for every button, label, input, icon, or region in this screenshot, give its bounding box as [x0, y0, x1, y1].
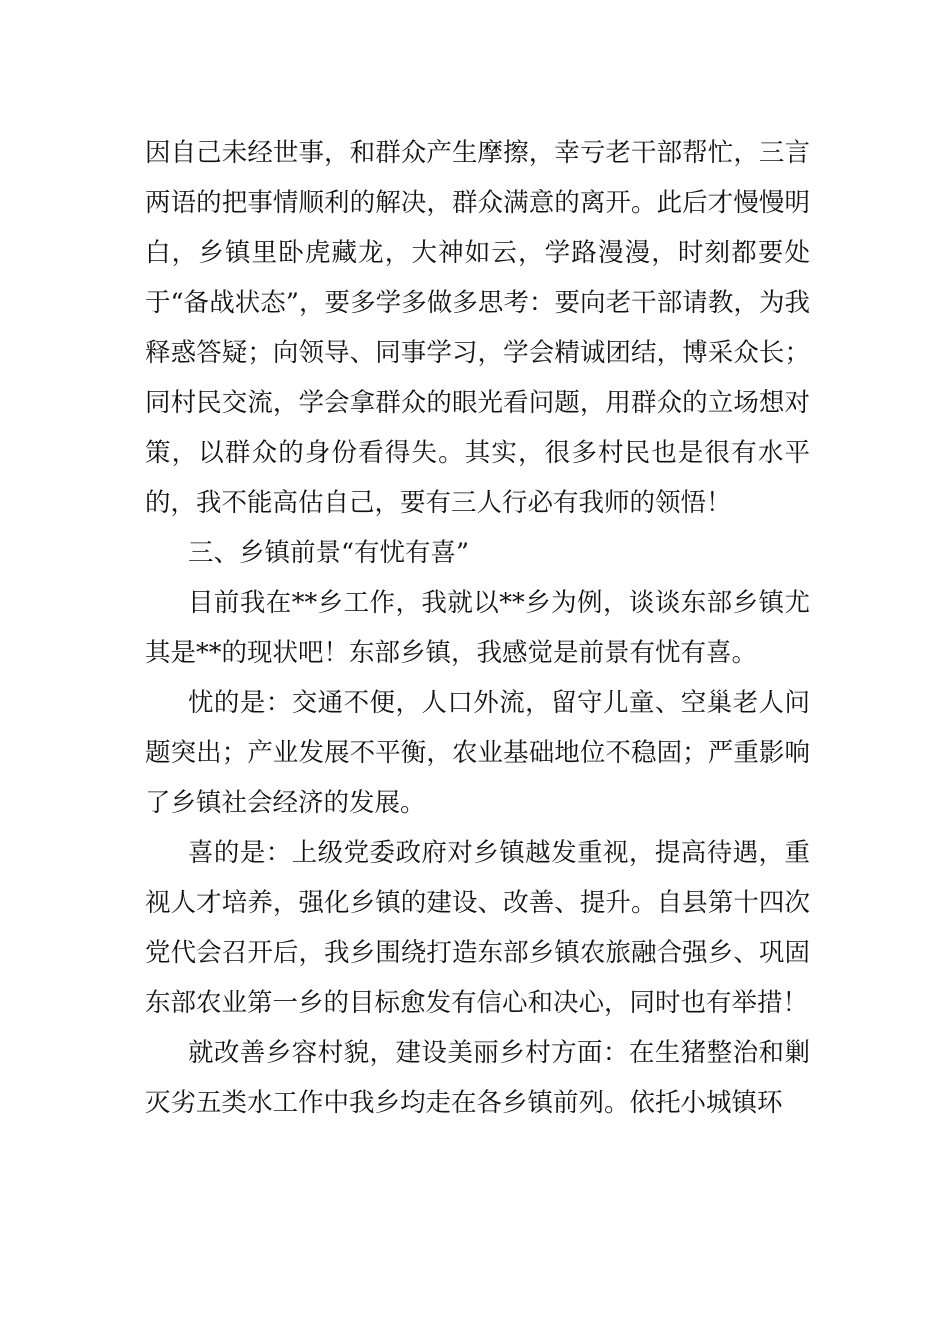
paragraph-joys: 喜的是：上级党委政府对乡镇越发重视，提高待遇，重视人才培养，强化乡镇的建设、改善、提升。自县第十四次党代会召开后，我乡围绕打造东部乡镇农旅融合强乡、巩固东部农业第一乡的目标愈发有信心和决心，同时也有举措！: [145, 838, 810, 1018]
document-body: [145, 128, 810, 1128]
paragraph-intro: 目前我在**乡工作，我就以**乡为例，谈谈东部乡镇尤其是**的现状吧！东部乡镇，我感觉是前景有忧有喜。: [145, 588, 810, 668]
paragraph-worries: 忧的是：交通不便，人口外流，留守儿童、空巢老人问题突出；产业发展不平衡，农业基础地位不稳固；严重影响了乡镇社会经济的发展。: [145, 688, 810, 818]
section-heading: 三、乡镇前景“有忧有喜”: [188, 538, 470, 568]
paragraph-village-improvement: 就改善乡容村貌，建设美丽乡村方面：在生猪整治和剿灭劣五类水工作中我乡均走在各乡镇前列。依托小城镇环: [145, 1038, 810, 1118]
paragraph-continuation: 因自己未经世事，和群众产生摩擦，幸亏老干部帮忙，三言两语的把事情顺利的解决，群众满意的离开。此后才慢慢明白，乡镇里卧虎藏龙，大神如云，学路漫漫，时刻都要处于“备战状态”，要多学多做多思考：要向老干部请教，为我释惑答疑；向领导、同事学习，学会精诚团结，博采众长；同村民交流，学会拿群众的眼光看问题，用群众的立场想对策，以群众的身份看得失。其实，很多村民也是很有水平的，我不能高估自己，要有三人行必有我师的领悟！: [145, 138, 810, 518]
